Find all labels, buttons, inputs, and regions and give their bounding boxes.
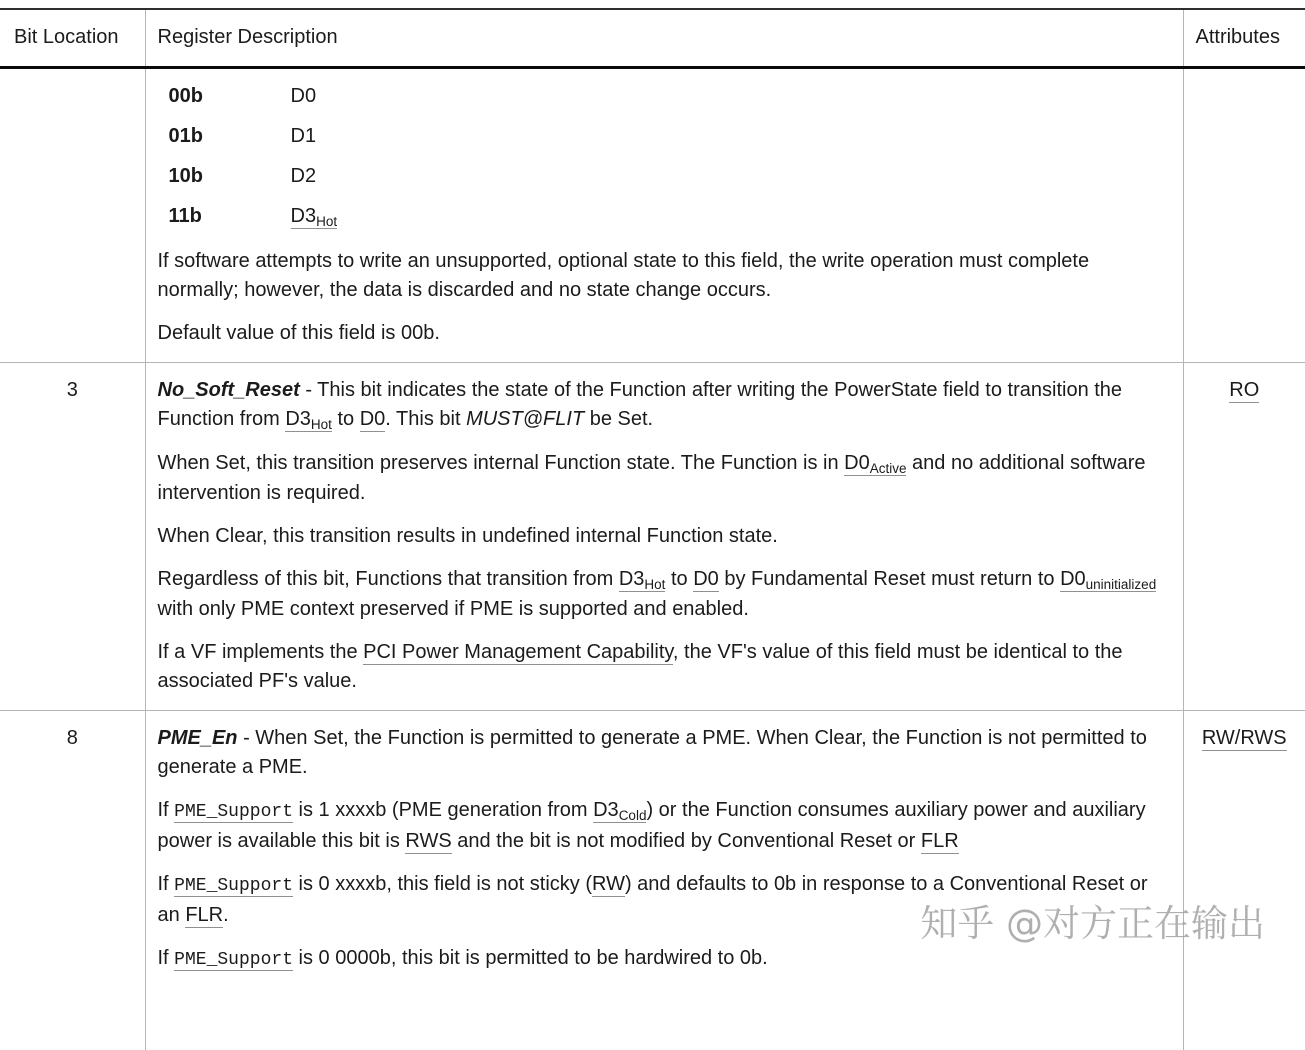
text-run: D3 xyxy=(285,407,311,430)
text-run: D3 xyxy=(290,204,317,227)
text-run: is 1 xxxxb (PME generation from xyxy=(293,798,594,821)
text-run: If xyxy=(157,946,175,969)
subscript: Cold xyxy=(618,807,647,823)
text-run: is 0 0000b, this bit is permitted to be hardwired to 0b. xyxy=(293,946,768,969)
link-term[interactable] xyxy=(291,205,338,229)
col-header-bit-location: Bit Location xyxy=(0,9,145,67)
text-run: ) and defaults to 0b in response to a Conventional Reset or an xyxy=(157,872,1148,926)
text-run: PME_Support xyxy=(174,875,293,896)
col-header-attributes: Attributes xyxy=(1183,9,1305,67)
text-run: D0 xyxy=(1060,567,1086,590)
link-term[interactable] xyxy=(174,799,293,823)
text-run: Regardless of this bit, Functions that transition from xyxy=(157,567,619,590)
text-run: to xyxy=(665,567,694,590)
encoding-row xyxy=(169,202,1169,232)
text-run: . xyxy=(223,903,229,926)
text-run: FLR xyxy=(185,903,224,926)
subscript: Hot xyxy=(310,416,332,432)
text-run: be Set. xyxy=(584,407,654,430)
link-term[interactable] xyxy=(174,873,293,897)
encoding-meaning xyxy=(291,85,317,107)
register-description-table xyxy=(0,8,1305,1050)
encoding-value: 00b xyxy=(168,84,203,107)
text-run: D3 xyxy=(593,798,619,821)
text-run: is 0 xxxxb, this field is not sticky ( xyxy=(293,872,592,895)
text-run: to xyxy=(331,407,360,430)
register-description-cell xyxy=(145,362,1183,710)
bit-location-cell: 8 xyxy=(0,710,145,1050)
subscript: Hot xyxy=(644,576,666,592)
text-run: and the bit is not modified by Conventional Reset or xyxy=(451,829,921,852)
encoding-meaning xyxy=(291,165,317,187)
header-row xyxy=(0,9,1305,67)
text-run: If a VF implements the xyxy=(157,640,364,663)
text-run: RWS xyxy=(405,829,452,852)
paragraph xyxy=(158,870,1169,930)
link-term[interactable] xyxy=(844,452,906,476)
link-term[interactable] xyxy=(921,830,959,854)
paragraph xyxy=(158,319,1169,348)
text-run: No_Soft_Reset xyxy=(157,378,300,401)
text-run: , the VF's value of this field must be identical to the associated PF's value. xyxy=(157,640,1123,692)
link-term[interactable] xyxy=(360,408,386,432)
table-header xyxy=(0,9,1305,67)
text-run: D1 xyxy=(290,124,317,147)
encoding-value: 10b xyxy=(168,164,203,187)
text-run: PME_Support xyxy=(174,801,293,822)
encoding-value: 01b xyxy=(168,124,203,147)
attribute-link[interactable]: RO xyxy=(1229,378,1260,401)
subscript: uninitialized xyxy=(1085,576,1157,592)
encoding-list xyxy=(158,82,1169,232)
text-run: D0 xyxy=(290,84,317,107)
link-term[interactable] xyxy=(693,568,719,592)
paragraph xyxy=(158,247,1169,305)
attributes-cell xyxy=(1183,67,1305,362)
bit-location-cell: 3 xyxy=(0,362,145,710)
subscript: Hot xyxy=(316,213,338,229)
encoding-meaning xyxy=(291,205,338,229)
link-term[interactable] xyxy=(185,904,223,928)
text-run: If software attempts to write an unsupported, optional state to this field, the write operation must complete normally; however, the data is discarded and no state change occurs. xyxy=(157,249,1090,301)
text-run: D3 xyxy=(618,567,645,590)
table-row xyxy=(0,710,1305,1050)
link-term[interactable] xyxy=(593,799,646,823)
text-run: PME_En xyxy=(157,726,238,749)
text-run: MUST@FLIT xyxy=(466,407,585,430)
text-run: D2 xyxy=(290,164,317,187)
text-run: PME_Support xyxy=(174,949,293,970)
paragraph xyxy=(158,724,1169,782)
paragraph xyxy=(158,796,1169,856)
table-row xyxy=(0,362,1305,710)
paragraph xyxy=(158,522,1169,551)
link-term[interactable] xyxy=(619,568,666,592)
text-run: . This bit xyxy=(385,407,467,430)
paragraph xyxy=(158,565,1169,624)
text-run: ) or the Function consumes auxiliary power and auxiliary power is available this bit is xyxy=(157,798,1146,852)
text-run: If xyxy=(157,872,175,895)
encoding-meaning xyxy=(291,125,317,147)
text-run: D0 xyxy=(844,451,870,474)
text-run: D0 xyxy=(693,567,719,590)
text-run: If xyxy=(157,798,175,821)
table-row xyxy=(0,67,1305,362)
col-header-register-description: Register Description xyxy=(145,9,1183,67)
link-term[interactable] xyxy=(363,641,673,665)
attributes-cell xyxy=(1183,362,1305,710)
text-run: FLR xyxy=(920,829,959,852)
text-run: When Clear, this transition results in undefined internal Function state. xyxy=(157,524,778,547)
text-run: - This bit indicates the state of the Function after writing the PowerState field to transition the Function from xyxy=(157,378,1123,430)
link-term[interactable] xyxy=(405,830,451,854)
text-run: D0 xyxy=(359,407,386,430)
link-term[interactable] xyxy=(285,408,332,432)
text-run: When Set, this transition preserves internal Function state. The Function is in xyxy=(157,451,845,474)
text-run: PCI Power Management Capability xyxy=(363,640,673,663)
text-run: and no additional software intervention is required. xyxy=(157,451,1146,504)
encoding-value: 11b xyxy=(168,204,202,227)
text-run: RW xyxy=(591,872,625,895)
text-run: by Fundamental Reset must return to xyxy=(718,567,1061,590)
paragraph xyxy=(158,376,1169,435)
subscript: Active xyxy=(869,460,907,476)
attributes-cell xyxy=(1183,710,1305,1050)
register-description-cell xyxy=(145,67,1183,362)
text-run: Default value of this field is 00b. xyxy=(157,321,440,344)
encoding-row xyxy=(169,122,1169,151)
text-run: with only PME context preserved if PME is supported and enabled. xyxy=(157,597,749,620)
text-run: - When Set, the Function is permitted to generate a PME. When Clear, the Function is not permitted to generate a PME. xyxy=(157,726,1147,778)
link-term[interactable] xyxy=(1060,568,1156,592)
register-description-cell xyxy=(145,710,1183,1050)
paragraph xyxy=(158,449,1169,508)
attribute-link[interactable]: RW/RWS xyxy=(1201,726,1287,749)
encoding-row xyxy=(169,162,1169,191)
table-body xyxy=(0,67,1305,1050)
paragraph xyxy=(158,638,1169,696)
link-term[interactable] xyxy=(174,947,293,971)
watermark: 知乎 @对方正在输出 xyxy=(920,901,1265,945)
link-term[interactable] xyxy=(592,873,625,897)
bit-location-cell xyxy=(0,67,145,362)
encoding-row xyxy=(169,82,1169,111)
